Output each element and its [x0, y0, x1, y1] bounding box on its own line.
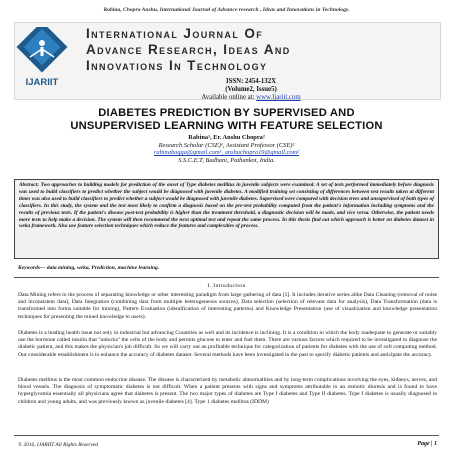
volume-issue: (Volume2, Issue5): [225, 86, 277, 93]
title-line1: DIABETES PREDICTION BY SUPERVISED AND: [98, 107, 355, 119]
copyright: © 2016, IJARIIT All Rights Reserved: [18, 442, 98, 448]
section-heading-introduction: I. Introduction: [207, 283, 246, 289]
footer-divider: [14, 435, 439, 436]
author-emails[interactable]: rabinabagga@gmail.com¹, anshuchopra19@gmail.com²: [153, 149, 300, 157]
section-divider: [14, 277, 439, 278]
intro-paragraph-3: Diabetes mellitus is the most common endocrine disease. The disease is characterized by metabolic abnormalities and by long-term complications involving the eyes, kidneys, nerves, and blood vessels. The diagnosis of symptomatic diabetes is not difficult. When a patient presents with signs and symptoms attributable to an osmotic diuresis and is found to have hyperglycemia essentially all physicians agree that diabetes is present. The two major types of diabetes are Type I diabetes and Type II diabetes. Type I diabetes is usually diagnosed in children and young adults, and was previously known as juvenile diabetes [4]. Type 1 diabetes mellitus (IDDM): [18, 377, 437, 405]
author-names: Rabina¹, Er. Anshu Chopra²: [188, 134, 265, 141]
page-number: Page | 1: [417, 441, 437, 447]
journal-name-line1: International Journal Of: [86, 26, 264, 41]
paper-title: [0, 107, 453, 133]
journal-name-line3: Innovations In Technology: [86, 58, 268, 73]
journal-name-line2: Advance Research, Ideas And: [86, 42, 291, 57]
issn: ISSN: 2454-132X: [225, 78, 277, 85]
running-head: Rabina, Chopra Anshu, International Journal of Advance research , Ideas and Innovations in Technology.: [103, 7, 350, 13]
abstract: Abstract: Two approaches to building models for prediction of the onset of Type diabetes mellitus in juvenile subjects were examined. A set of tests performed immediately before diagnosis was used to build classifiers to predict whether the subject would be diagnosed with juvenile diabetes. A modified training set consisting of differences between test results taken at different times was also used to build classifiers to predict whether a subject would be diagnosed with juvenile diabetes. Supervised were compared with decision trees and unsupervised of both types of classifiers. In this study, the system and the test most likely to confirm a diagnosis based on the pre-test probability computed from the patient's information including symptoms and the results of previous tests. If the patient's disease post-test probability is higher than the treatment threshold, a diagnostic decision will be made, and vice versa. Otherwise, the patient needs more tests to help make a decision. The system will then recommend the next optimal test and repeat the same process. In this thesis find out which approach is better on diabetes dataset in weka framework. Also use feature selection techniques which reduce the features and complexities of process.: [14, 179, 439, 259]
ijariit-logo: [16, 27, 68, 91]
issn-block: [86, 78, 416, 94]
intro-paragraph-1: Data Mining refers to the process of separating knowledge or other interesting paradigm from large gathering of data [1]. It includes iterative series alike Data Cleaning (removal of noise and inconsistent data), Data Integration (combining data from multiple heterogeneous sources), Data selection (selection of relevant data for analysis), Data Transformation (data is transformed into forms suitable for mining), Pattern Evaluation (identification of interesting patterns) and Knowledge Presentation (use of visualization and knowledge presentation techniques for presenting the mined knowledge to users).: [18, 292, 437, 320]
author-roles: Research Scholar (CSE)¹, Assistant Professor (CSE)²: [158, 141, 295, 149]
available-prefix: Available online at:: [201, 94, 257, 101]
availability-line: [86, 94, 416, 101]
author-block: [0, 134, 453, 164]
intro-paragraph-2: Diabetes is a leading health issue not only in industrial but advancing Countries as well and its incidence is inclining. It is a condition in which the body inadequate to generate or suitably use the hormone called insulin that ''unlocks'' the cells of the body and permits glucose to enter and fuel them. There are various factors which required to be investigated to diagnose the diabetic patient, and this makes the physician's job difficult. So we will carry out an profitable technique for categorization of patients for diabetes with the use of soft computing method. Our considerable establishment is to enhance the accuracy of diabetes dataset. Several methods have been investigated in the past to specify diabetic patients and anticipate the accuracy.: [18, 330, 437, 358]
author-institute: S.S.C.E.T, Badhani, Pathankot, India.: [178, 156, 275, 164]
title-line2: UNSUPERVISED LEARNING WITH FEATURE SELECTION: [70, 120, 383, 132]
journal-url-link[interactable]: www.Ijariit.com: [256, 94, 301, 101]
keywords: Keywords— data mining, weka, Prediction, machine learning.: [18, 265, 160, 271]
journal-name: [86, 26, 426, 74]
logo-text: IJARIIT: [25, 77, 59, 88]
